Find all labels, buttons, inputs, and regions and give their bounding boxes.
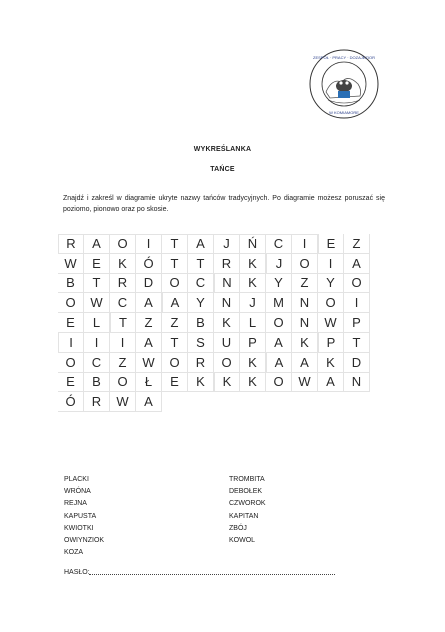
grid-cell[interactable]: T <box>344 333 370 353</box>
grid-cell[interactable]: Z <box>110 353 136 373</box>
grid-cell[interactable]: N <box>214 274 240 294</box>
grid-cell[interactable]: Ó <box>136 254 162 274</box>
grid-cell[interactable]: Z <box>344 234 370 254</box>
grid-cell[interactable]: D <box>344 353 370 373</box>
grid-cell[interactable]: A <box>344 254 370 274</box>
grid-cell[interactable]: T <box>188 254 214 274</box>
grid-cell[interactable]: C <box>266 234 292 254</box>
word-search-grid[interactable] <box>58 234 370 432</box>
word-list-item: TROMBITA <box>229 476 265 483</box>
grid-cell[interactable]: Ń <box>240 234 266 254</box>
grid-cell[interactable]: K <box>214 373 240 393</box>
grid-cell[interactable]: A <box>318 373 344 393</box>
word-list-item: CZWOROK <box>229 500 266 508</box>
grid-cell[interactable]: N <box>344 373 370 393</box>
grid-cell[interactable]: N <box>214 293 240 313</box>
grid-cell[interactable]: O <box>318 293 344 313</box>
grid-cell[interactable]: W <box>292 373 318 393</box>
grid-cell[interactable]: E <box>162 373 188 393</box>
grid-cell[interactable]: O <box>58 353 84 373</box>
word-list-item: DEBOŁEK <box>229 488 263 496</box>
grid-cell[interactable]: R <box>214 254 240 274</box>
grid-cell[interactable]: O <box>162 274 188 294</box>
grid-cell[interactable]: B <box>58 274 84 294</box>
grid-cell[interactable]: K <box>318 353 344 373</box>
password-label: HASŁO: <box>64 569 90 576</box>
grid-cell[interactable]: Y <box>188 293 214 313</box>
grid-cell[interactable]: P <box>318 333 344 353</box>
password-blank-line[interactable] <box>89 574 335 575</box>
school-logo <box>308 48 380 120</box>
grid-cell[interactable]: Ł <box>136 373 162 393</box>
worksheet-title: WYKREŚLANKA <box>193 146 252 153</box>
grid-cell[interactable]: J <box>240 293 266 313</box>
grid-cell[interactable]: W <box>318 313 344 333</box>
grid-cell[interactable]: J <box>266 254 292 274</box>
word-list-item: KAPUSTA <box>64 512 97 520</box>
word-list-item: OWIYNZIOK <box>64 537 105 545</box>
grid-cell[interactable]: E <box>58 373 84 393</box>
grid-cell[interactable]: T <box>162 254 188 274</box>
grid-cell[interactable]: K <box>188 373 214 393</box>
grid-cell[interactable]: K <box>110 254 136 274</box>
logo-text-bottom: W KOMIAMORE <box>329 110 359 115</box>
logo-text-top: ZESPÓŁ · PRACY · DOZAJEZIOR <box>313 55 375 60</box>
grid-cell[interactable]: W <box>84 293 110 313</box>
word-list-item: KOZA <box>64 549 84 557</box>
grid-cell[interactable]: K <box>240 373 266 393</box>
grid-cell[interactable]: I <box>136 234 162 254</box>
word-list-item: ZBÓJ <box>229 524 247 532</box>
grid-cell[interactable]: I <box>84 333 110 353</box>
grid-cell[interactable]: D <box>136 274 162 294</box>
grid-cell[interactable]: E <box>84 254 110 274</box>
grid-cell[interactable]: Z <box>136 313 162 333</box>
grid-cell[interactable]: S <box>188 333 214 353</box>
worksheet-subtitle: TAŃCE <box>210 166 235 173</box>
grid-cell[interactable]: R <box>188 353 214 373</box>
grid-cell[interactable]: T <box>110 313 136 333</box>
grid-cell[interactable]: T <box>162 234 188 254</box>
grid-cell[interactable]: I <box>58 333 84 353</box>
grid-cell[interactable]: C <box>110 293 136 313</box>
grid-cell[interactable]: U <box>214 333 240 353</box>
grid-cell[interactable]: R <box>84 392 110 412</box>
grid-cell[interactable]: E <box>58 313 84 333</box>
grid-cell[interactable]: A <box>162 293 188 313</box>
grid-cell[interactable]: K <box>240 274 266 294</box>
grid-cell[interactable]: C <box>84 353 110 373</box>
grid-cell[interactable]: N <box>292 293 318 313</box>
word-list-left <box>64 474 104 559</box>
grid-cell[interactable]: A <box>136 392 162 412</box>
word-list-item: WRÓNA <box>64 488 91 496</box>
grid-cell[interactable]: I <box>344 293 370 313</box>
grid-cell[interactable]: O <box>344 274 370 294</box>
grid-cell[interactable]: A <box>84 234 110 254</box>
grid-cell[interactable]: J <box>214 234 240 254</box>
grid-cell[interactable]: O <box>266 373 292 393</box>
grid-cell[interactable]: E <box>318 234 344 254</box>
word-list-item: KWIOTKI <box>64 524 94 532</box>
grid-cell[interactable]: T <box>84 274 110 294</box>
grid-cell[interactable]: C <box>188 274 214 294</box>
grid-cell[interactable]: Z <box>292 274 318 294</box>
instructions: Znajdź i zakreśl w diagramie ukryte nazwy tańców tradycyjnych. Po diagramie możesz poruszać się poziomo, pionowo oraz po skosie. <box>63 195 385 213</box>
grid-cell[interactable]: R <box>58 234 84 254</box>
grid-cell[interactable]: B <box>188 313 214 333</box>
grid-cell[interactable]: B <box>84 373 110 393</box>
word-list-item: KOWOL <box>229 537 256 545</box>
grid-cell[interactable]: A <box>188 234 214 254</box>
grid-cell[interactable]: N <box>292 313 318 333</box>
grid-cell[interactable]: A <box>292 353 318 373</box>
grid-cell[interactable]: O <box>162 353 188 373</box>
word-list-item: KAPITAN <box>229 512 259 520</box>
grid-cell[interactable]: K <box>240 353 266 373</box>
grid-cell[interactable]: I <box>318 254 344 274</box>
grid-cell[interactable]: K <box>214 313 240 333</box>
grid-cell[interactable]: W <box>110 392 136 412</box>
grid-cell[interactable]: A <box>266 333 292 353</box>
password-row <box>64 569 90 576</box>
grid-cell[interactable]: O <box>58 293 84 313</box>
grid-cell[interactable]: M <box>266 293 292 313</box>
grid-cell[interactable]: I <box>292 234 318 254</box>
grid-cell[interactable]: Y <box>266 274 292 294</box>
grid-cell[interactable]: Z <box>162 313 188 333</box>
grid-cell[interactable]: A <box>136 333 162 353</box>
grid-cell[interactable]: R <box>110 274 136 294</box>
grid-cell[interactable]: Ó <box>58 392 84 412</box>
grid-cell[interactable]: O <box>292 254 318 274</box>
grid-cell[interactable]: A <box>136 293 162 313</box>
grid-cell[interactable]: W <box>58 254 84 274</box>
grid-cell[interactable]: O <box>110 234 136 254</box>
grid-cell[interactable]: P <box>344 313 370 333</box>
word-list-item: REJNA <box>64 500 87 508</box>
grid-cell[interactable]: K <box>292 333 318 353</box>
grid-cell[interactable]: K <box>240 254 266 274</box>
grid-cell[interactable]: W <box>136 353 162 373</box>
grid-cell[interactable]: Y <box>318 274 344 294</box>
word-list-right <box>229 474 266 547</box>
grid-cell[interactable]: L <box>84 313 110 333</box>
grid-cell[interactable]: O <box>110 373 136 393</box>
grid-cell[interactable]: I <box>110 333 136 353</box>
grid-cell[interactable]: O <box>214 353 240 373</box>
grid-cell[interactable]: O <box>266 313 292 333</box>
word-list-item: PLACKI <box>64 476 89 483</box>
grid-cell[interactable]: L <box>240 313 266 333</box>
grid-cell[interactable]: T <box>162 333 188 353</box>
grid-cell[interactable]: P <box>240 333 266 353</box>
grid-cell[interactable]: A <box>266 353 292 373</box>
